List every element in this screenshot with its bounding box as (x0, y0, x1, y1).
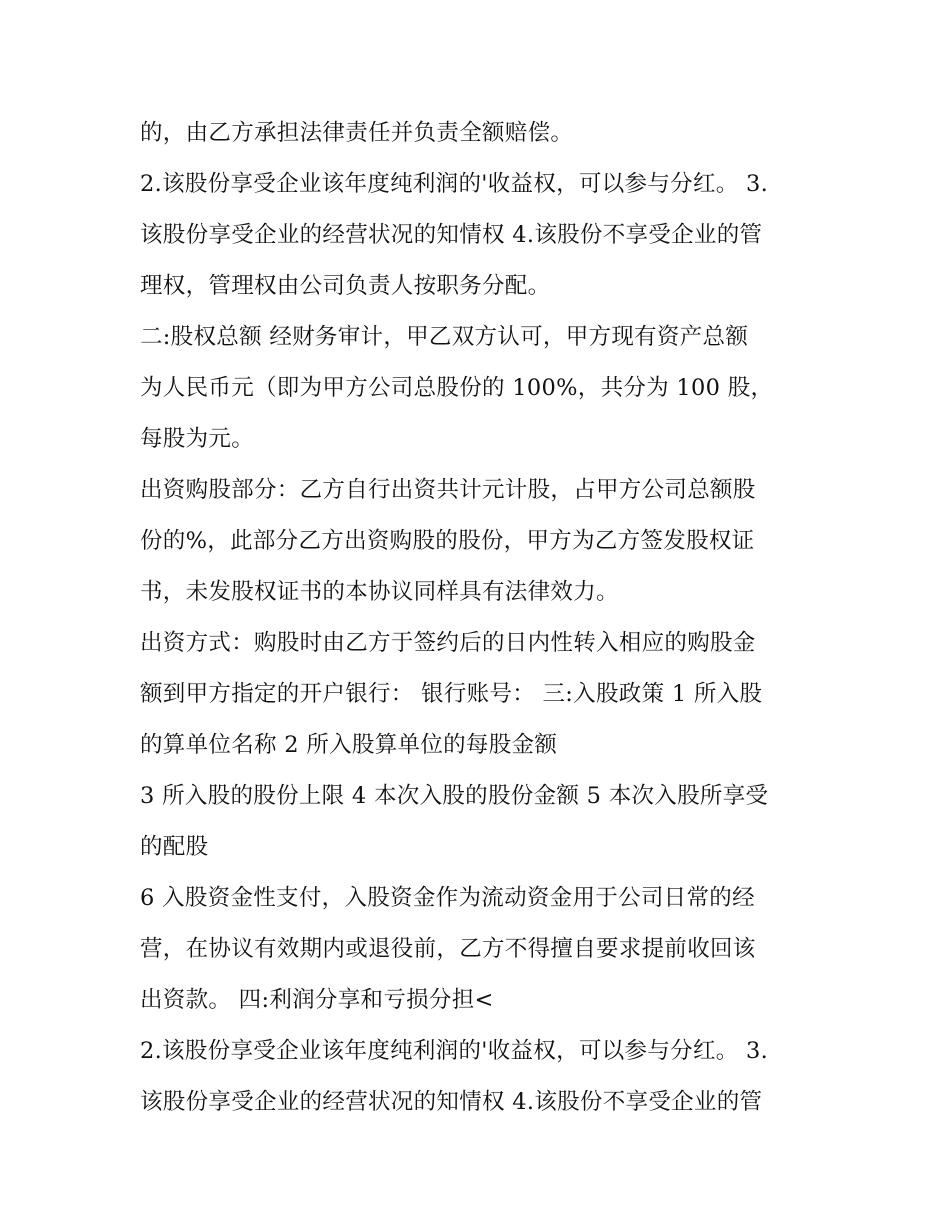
text-line: 出资购股部分：乙方自行出资共计元计股，占甲方公司总额股 (140, 477, 756, 503)
text-line: 6 入股资金性支付，入股资金作为流动资金用于公司日常的经 (140, 885, 755, 911)
text-line: 营，在协议有效期内或退役前，乙方不得擅自要求提前收回该 (140, 936, 756, 962)
text-line: 理权，管理权由公司负责人按职务分配。 (140, 273, 551, 299)
text-line: 出资方式：购股时由乙方于签约后的日内性转入相应的购股金 (140, 630, 756, 656)
text-line: 该股份享受企业的经营状况的知情权 4.该股份不享受企业的管 (140, 222, 763, 248)
text-line: 2.该股份享受企业该年度纯利润的'收益权，可以参与分红。 3. (140, 1038, 769, 1064)
text-line: 的配股 (140, 834, 209, 860)
text-line: 该股份享受企业的经营状况的知情权 4.该股份不享受企业的管 (140, 1089, 763, 1115)
text-line: 份的%，此部分乙方出资购股的股份，甲方为乙方签发股权证 (140, 528, 755, 554)
text-line: 的算单位名称 2 所入股算单位的每股金额 (140, 732, 558, 758)
text-line: 二:股权总额 经财务审计，甲乙双方认可，甲方现有资产总额 (140, 324, 749, 350)
text-line: 每股为元。 (140, 426, 255, 452)
text-line: 的，由乙方承担法律责任并负责全额赔偿。 (140, 120, 574, 146)
text-line: 2.该股份享受企业该年度纯利润的'收益权，可以参与分红。 3. (140, 171, 769, 197)
text-line: 出资款。 四:利润分享和亏损分担< (140, 987, 494, 1013)
document-body (140, 108, 830, 1128)
text-line: 额到甲方指定的开户银行： 银行账号： 三:入股政策 1 所入股 (140, 681, 763, 707)
text-line: 为人民币元（即为甲方公司总股份的 100%，共分为 100 股， (140, 375, 774, 401)
text-line: 书，未发股权证书的本协议同样具有法律效力。 (140, 579, 619, 605)
text-line: 3 所入股的股份上限 4 本次入股的股份金额 5 本次入股所享受 (140, 783, 769, 809)
